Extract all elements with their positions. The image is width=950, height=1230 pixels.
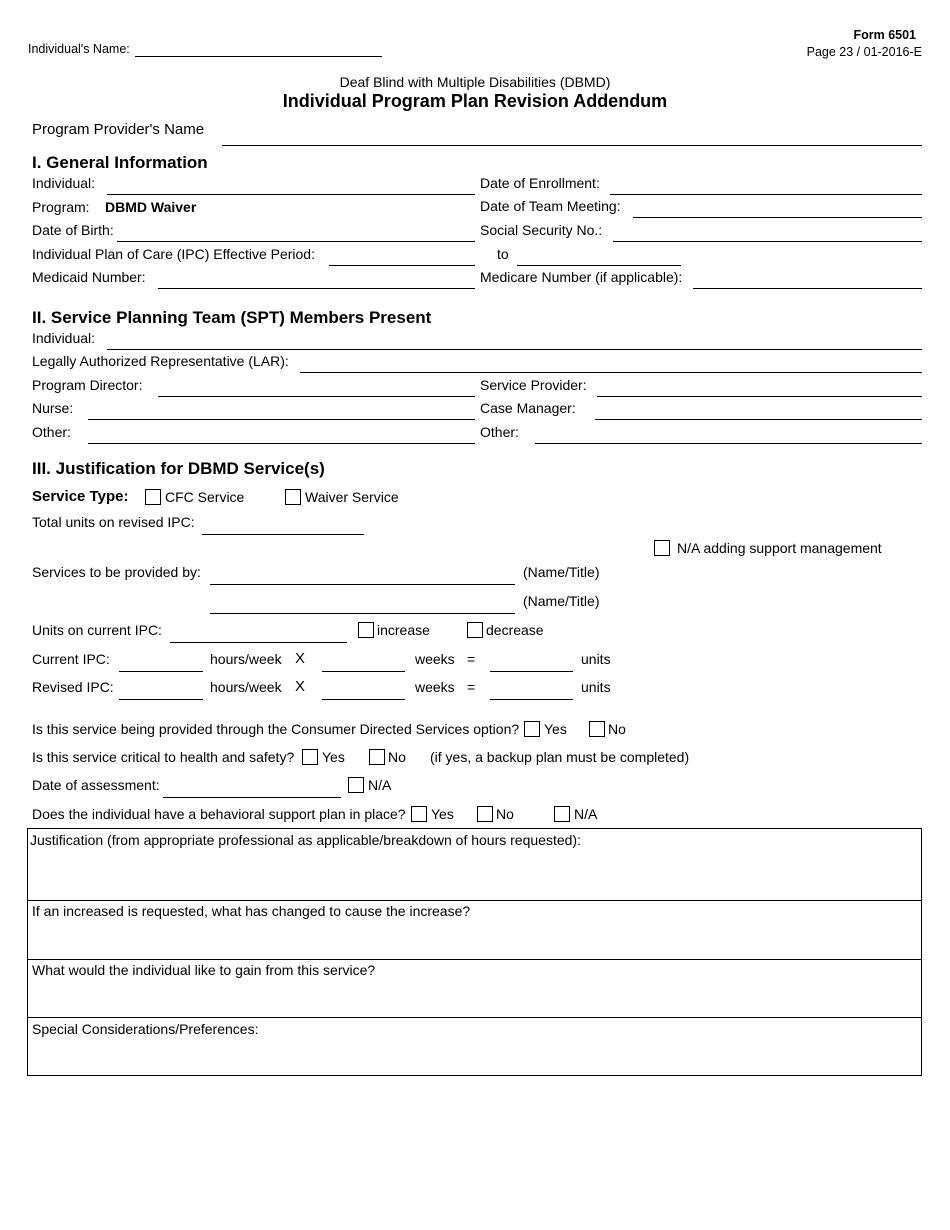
cds-no-checkbox[interactable] — [589, 721, 605, 737]
other-label-1: Other: — [32, 424, 71, 440]
special-considerations-textarea[interactable] — [28, 1039, 921, 1075]
ssn-field[interactable] — [613, 241, 922, 242]
gain-textarea[interactable] — [28, 980, 921, 1017]
critical-no-checkbox[interactable] — [369, 749, 385, 765]
justification-textarea[interactable] — [28, 850, 921, 900]
revised-hours-field[interactable] — [119, 699, 203, 700]
justification-prompt: Justification (from appropriate professional as applicable/breakdown of hours requested): — [30, 832, 581, 848]
provided-by-field-1[interactable] — [210, 584, 515, 585]
revised-weeks-field[interactable] — [322, 699, 405, 700]
medicaid-field[interactable] — [158, 288, 475, 289]
revised-units-field[interactable] — [490, 699, 573, 700]
dob-label: Date of Birth: — [32, 222, 114, 238]
other-field-2[interactable] — [535, 443, 922, 444]
medicare-field[interactable] — [693, 288, 922, 289]
ipc-period-start-field[interactable] — [329, 265, 475, 266]
behavioral-question: Does the individual have a behavioral support plan in place? — [32, 806, 406, 822]
name-title-label-2: (Name/Title) — [523, 593, 600, 609]
lar-label: Legally Authorized Representative (LAR): — [32, 353, 289, 369]
other-label-2: Other: — [480, 424, 519, 440]
nurse-label: Nurse: — [32, 400, 74, 416]
current-hours-week-label: hours/week — [210, 651, 282, 667]
special-prompt: Special Considerations/Preferences: — [32, 1021, 259, 1037]
gain-prompt: What would the individual like to gain from this service? — [32, 962, 376, 978]
dob-field[interactable] — [117, 241, 475, 242]
cfc-service-checkbox[interactable] — [145, 489, 161, 505]
revised-hours-week-label: hours/week — [210, 679, 282, 695]
current-units-field[interactable] — [490, 671, 573, 672]
lar-field[interactable] — [300, 372, 922, 373]
revised-weeks-label: weeks — [415, 679, 455, 695]
current-hours-field[interactable] — [119, 671, 203, 672]
page-info: Page 23 / 01-2016-E — [806, 45, 922, 59]
decrease-label: decrease — [486, 622, 544, 638]
name-title-label-1: (Name/Title) — [523, 564, 600, 580]
increase-checkbox[interactable] — [358, 622, 374, 638]
form-number: Form 6501 — [853, 28, 916, 42]
individual-field[interactable] — [107, 194, 475, 195]
service-provider-field[interactable] — [597, 396, 922, 397]
current-equals-sign: = — [467, 651, 476, 667]
form-subtitle: Deaf Blind with Multiple Disabilities (DBMD) — [339, 74, 611, 90]
assessment-na-checkbox[interactable] — [348, 777, 364, 793]
ssn-label: Social Security No.: — [480, 222, 603, 238]
box-divider — [27, 959, 922, 960]
ipc-period-label: Individual Plan of Care (IPC) Effective Period: — [32, 246, 315, 262]
waiver-service-label: Waiver Service — [305, 489, 399, 505]
units-current-label: Units on current IPC: — [32, 622, 162, 638]
program-label: Program: — [32, 199, 90, 215]
cds-yes-label: Yes — [544, 721, 567, 737]
cds-no-label: No — [608, 721, 626, 737]
medicaid-label: Medicaid Number: — [32, 269, 146, 285]
box-divider — [27, 1017, 922, 1018]
enrollment-label: Date of Enrollment: — [480, 175, 600, 191]
total-units-label: Total units on revised IPC: — [32, 514, 195, 530]
nurse-field[interactable] — [88, 419, 475, 420]
provider-name-field[interactable] — [222, 145, 922, 146]
case-manager-label: Case Manager: — [480, 400, 576, 416]
behavioral-yes-label: Yes — [431, 806, 454, 822]
revised-times-sign: X — [295, 678, 306, 695]
behavioral-no-checkbox[interactable] — [477, 806, 493, 822]
cfc-service-label: CFC Service — [165, 489, 245, 505]
critical-yes-checkbox[interactable] — [302, 749, 318, 765]
assessment-date-field[interactable] — [163, 797, 341, 798]
backup-note: (if yes, a backup plan must be completed) — [430, 749, 690, 765]
spt-individual-label: Individual: — [32, 330, 96, 346]
program-director-label: Program Director: — [32, 377, 143, 393]
service-provider-label: Service Provider: — [480, 377, 587, 393]
form-title: Individual Program Plan Revision Addendum — [282, 91, 668, 111]
revised-ipc-label: Revised IPC: — [32, 679, 114, 695]
revised-units-label: units — [581, 679, 611, 695]
na-support-checkbox[interactable] — [654, 540, 670, 556]
service-type-label: Service Type: — [32, 488, 129, 505]
team-meeting-field[interactable] — [633, 217, 922, 218]
section-general-heading: I. General Information — [32, 153, 208, 172]
behavioral-yes-checkbox[interactable] — [411, 806, 427, 822]
individual-label: Individual: — [32, 175, 96, 191]
other-field-1[interactable] — [88, 443, 475, 444]
assessment-label: Date of assessment: — [32, 777, 160, 793]
team-meeting-label: Date of Team Meeting: — [480, 198, 621, 214]
ipc-period-to-label: to — [497, 246, 509, 262]
revised-equals-sign: = — [467, 679, 476, 695]
critical-question: Is this service critical to health and safety? — [32, 749, 295, 765]
individual-name-label: Individual's Name: — [28, 42, 130, 56]
units-current-field[interactable] — [170, 642, 347, 643]
behavioral-na-label: N/A — [574, 806, 598, 822]
program-director-field[interactable] — [158, 396, 475, 397]
current-weeks-field[interactable] — [322, 671, 405, 672]
increase-label: increase — [377, 622, 430, 638]
enrollment-field[interactable] — [610, 194, 922, 195]
increase-prompt: If an increased is requested, what has changed to cause the increase? — [32, 903, 471, 919]
critical-no-label: No — [388, 749, 406, 765]
individual-name-field[interactable] — [135, 56, 382, 57]
assessment-na-label: N/A — [368, 777, 392, 793]
box-divider — [27, 900, 922, 901]
provided-by-field-2[interactable] — [210, 613, 515, 614]
behavioral-na-checkbox[interactable] — [554, 806, 570, 822]
provider-name-label: Program Provider's Name — [32, 121, 205, 138]
current-times-sign: X — [295, 650, 306, 667]
section-spt-heading: II. Service Planning Team (SPT) Members Present — [32, 308, 432, 327]
case-manager-field[interactable] — [595, 419, 922, 420]
decrease-checkbox[interactable] — [467, 622, 483, 638]
cds-yes-checkbox[interactable] — [524, 721, 540, 737]
critical-yes-label: Yes — [322, 749, 345, 765]
ipc-period-end-field[interactable] — [517, 265, 681, 266]
total-units-field[interactable] — [202, 534, 364, 535]
medicare-label: Medicare Number (if applicable): — [480, 269, 683, 285]
program-value: DBMD Waiver — [105, 199, 197, 215]
cds-question: Is this service being provided through the Consumer Directed Services option? — [32, 721, 520, 737]
waiver-service-checkbox[interactable] — [285, 489, 301, 505]
na-support-label: N/A adding support management — [677, 540, 882, 556]
current-units-label: units — [581, 651, 611, 667]
spt-individual-field[interactable] — [107, 349, 922, 350]
behavioral-no-label: No — [496, 806, 514, 822]
current-weeks-label: weeks — [415, 651, 455, 667]
section-justification-heading: III. Justification for DBMD Service(s) — [32, 459, 325, 478]
increase-reason-textarea[interactable] — [28, 921, 921, 959]
current-ipc-label: Current IPC: — [32, 651, 110, 667]
provided-by-label: Services to be provided by: — [32, 564, 201, 580]
